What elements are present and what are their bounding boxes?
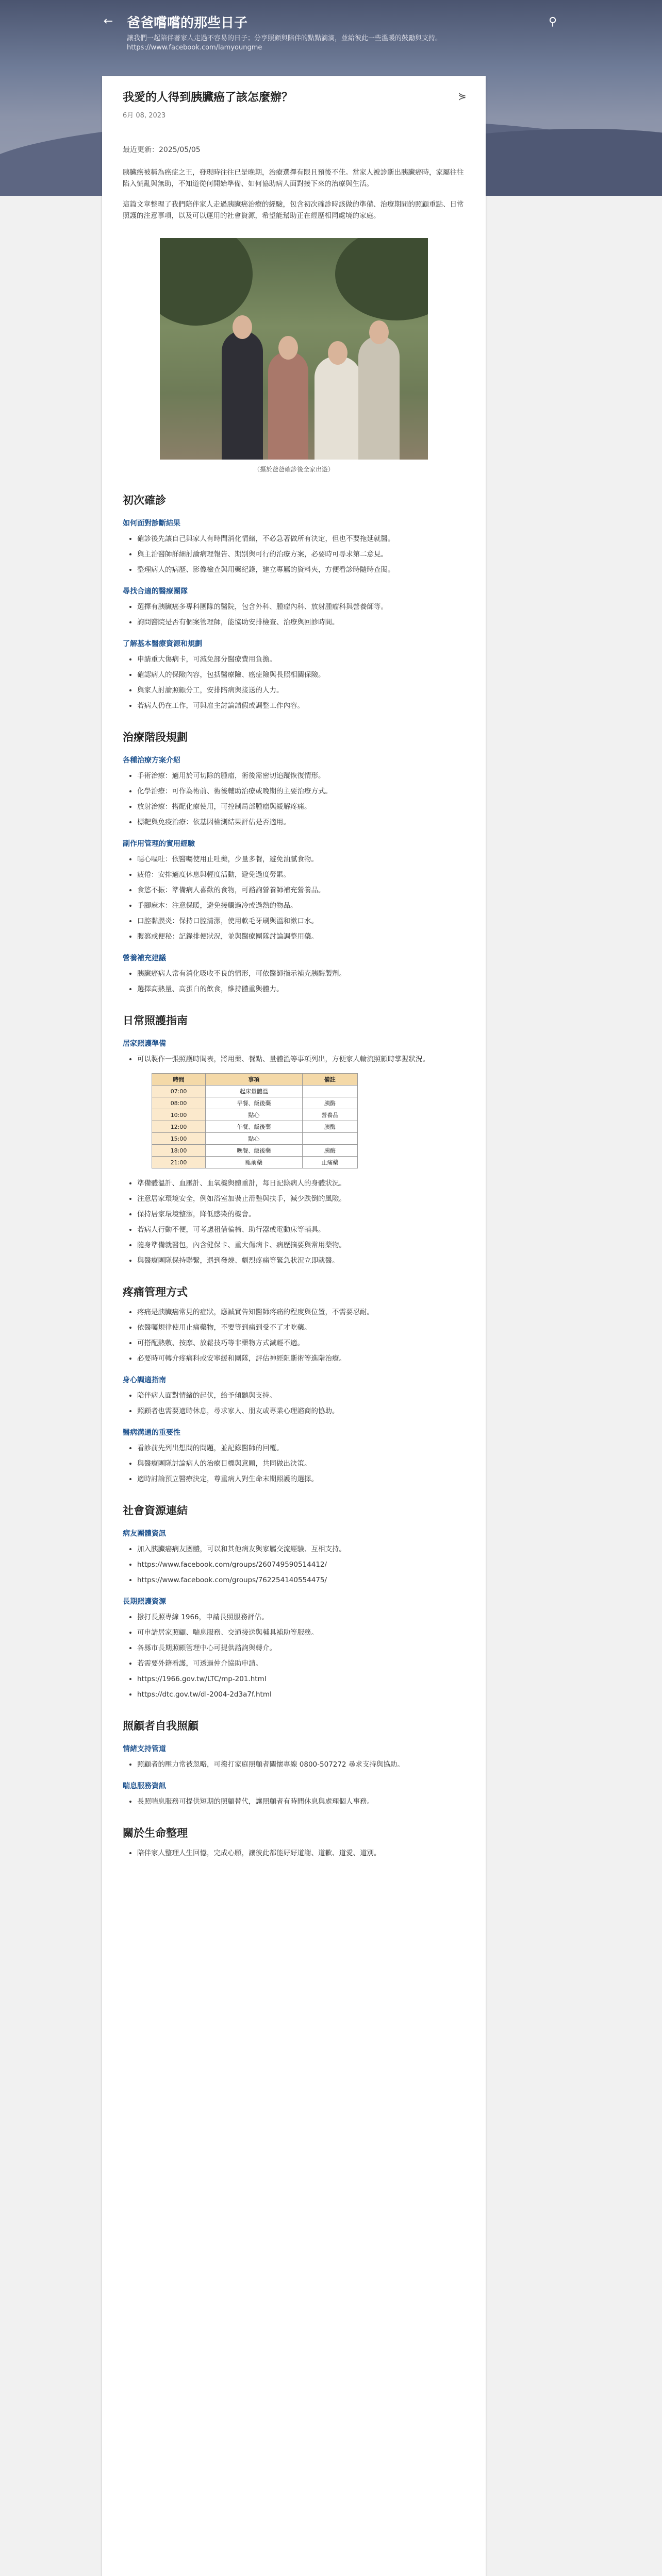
table-cell: 08:00 <box>152 1097 206 1109</box>
table-cell: 21:00 <box>152 1157 206 1168</box>
list-item: • 隨身準備就醫包，內含健保卡、重大傷病卡、病歷摘要與常用藥物。 <box>137 1240 465 1251</box>
list-item: • 照顧者的壓力常被忽略，可撥打家庭照顧者關懷專線 0800-507272 尋求支持與協助。 <box>137 1759 465 1770</box>
bullet-list <box>123 968 465 995</box>
list-item: • 依醫囑規律使用止痛藥物，不要等到痛到受不了才吃藥。 <box>137 1322 465 1333</box>
post-title: 我愛的人得到胰臟癌了該怎麼辦？ <box>123 91 293 104</box>
table-cell: 睡前藥 <box>206 1157 303 1168</box>
list-item: • 手腳麻木：注意保暖，避免接觸過冷或過熱的物品。 <box>137 900 465 911</box>
bullet-list <box>123 601 465 628</box>
bullet-list <box>123 1848 465 1859</box>
table-cell <box>302 1133 357 1145</box>
table-cell: 12:00 <box>152 1121 206 1133</box>
list-item: • 長照喘息服務可提供短期的照顧替代，讓照顧者有時間休息與處理個人事務。 <box>137 1796 465 1807</box>
list-item: • 確診後先讓自己與家人有時間消化情緒，不必急著做所有決定，但也不要拖延就醫。 <box>137 533 465 545</box>
list-item: • 與醫療團隊保持聯繫，遇到發燒、劇烈疼痛等緊急狀況立即就醫。 <box>137 1255 465 1266</box>
subsection-heading: 病友團體資訊 <box>123 1530 166 1538</box>
resource-link[interactable]: • https://www.facebook.com/groups/260749590514412/ <box>137 1559 465 1570</box>
list-item: • 疲倦：安排適度休息與輕度活動，避免過度勞累。 <box>137 869 465 880</box>
list-item: • 若病人行動不便，可考慮租借輪椅、助行器或電動床等輔具。 <box>137 1224 465 1235</box>
resource-link[interactable]: • https://www.facebook.com/groups/762254140554475/ <box>137 1574 465 1586</box>
blog-description: 讓我們一起陪伴著家人走過不容易的日子；分享照顧與陪伴的點點滴滴，並給彼此一些溫暖的鼓勵與支持。 https://www.facebook.com/lamyoungme <box>127 35 442 52</box>
subsection-heading: 營養補充建議 <box>123 954 166 962</box>
list-item: • 各縣市長期照顧管理中心可提供諮詢與轉介。 <box>137 1642 465 1654</box>
table-cell: 午餐、飯後藥 <box>206 1121 303 1133</box>
back-arrow-icon[interactable]: ← <box>103 15 113 28</box>
list-item: • 撥打長照專線 1966，申請長照服務評估。 <box>137 1612 465 1623</box>
list-item: • 必要時可轉介疼痛科或安寧緩和團隊，評估神經阻斷術等進階治療。 <box>137 1353 465 1364</box>
table-row <box>152 1133 358 1145</box>
list-item: • 申請重大傷病卡，可減免部分醫療費用負擔。 <box>137 654 465 665</box>
section-heading: 照顧者自我照顧 <box>123 1720 198 1732</box>
table-cell: 早餐、飯後藥 <box>206 1097 303 1109</box>
table-row <box>152 1109 358 1121</box>
bullet-list <box>123 1390 465 1417</box>
list-item: • 確認病人的保險內容，包括醫療險、癌症險與長照相關保險。 <box>137 669 465 681</box>
table-cell: 營養品 <box>302 1109 357 1121</box>
post-card <box>102 76 486 2576</box>
search-icon[interactable]: ⚲ <box>549 15 557 28</box>
table-cell: 18:00 <box>152 1145 206 1157</box>
subsection-heading: 情緒支持管道 <box>123 1745 166 1753</box>
table-header-cell: 事項 <box>206 1074 303 1086</box>
bullet-list <box>123 854 465 942</box>
list-item: • 準備體溫計、血壓計、血氧機與體重計，每日記錄病人的身體狀況。 <box>137 1178 465 1189</box>
bullet-list <box>123 1544 465 1586</box>
table-cell: 胰酶 <box>302 1121 357 1133</box>
bullet-list <box>123 1612 465 1700</box>
list-item: • 若病人仍在工作，可與雇主討論請假或調整工作內容。 <box>137 700 465 711</box>
subsection-heading: 了解基本醫療資源和規劃 <box>123 640 202 648</box>
bullet-list <box>123 770 465 828</box>
list-item: • 陪伴家人整理人生回憶，完成心願，讓彼此都能好好道謝、道歉、道愛、道別。 <box>137 1848 465 1859</box>
blog-title[interactable]: 爸爸嚐嚐的那些日子 <box>127 15 248 31</box>
subsection-heading: 尋找合適的醫療團隊 <box>123 587 188 596</box>
table-row <box>152 1157 358 1168</box>
list-item: • 放射治療：搭配化療使用，可控制局部腫瘤與緩解疼痛。 <box>137 801 465 812</box>
list-item: • 與家人討論照顧分工，安排陪病與接送的人力。 <box>137 685 465 696</box>
list-item: • 可搭配熱敷、按摩、放鬆技巧等非藥物方式減輕不適。 <box>137 1337 465 1349</box>
list-item: • 可申請居家照顧、喘息服務、交通接送與輔具補助等服務。 <box>137 1627 465 1638</box>
subsection-heading: 長期照護資源 <box>123 1598 166 1606</box>
resource-link[interactable]: • https://dtc.gov.tw/dl-2004-2d3a7f.html <box>137 1689 465 1700</box>
updated-date: 最近更新：2025/05/05 <box>123 146 201 154</box>
bullet-list <box>123 533 465 575</box>
list-item: • 選擇有胰臟癌多專科團隊的醫院，包含外科、腫瘤內科、放射腫瘤科與營養師等。 <box>137 601 465 613</box>
list-item: • 注意居家環境安全，例如浴室加裝止滑墊與扶手，減少跌倒的風險。 <box>137 1193 465 1205</box>
list-item: • 與主治醫師詳細討論病理報告、期別與可行的治療方案，必要時可尋求第二意見。 <box>137 549 465 560</box>
section-heading: 關於生命整理 <box>123 1827 188 1839</box>
list-item: • 可以製作一張照護時間表，將用藥、餐點、量體溫等事項列出，方便家人輪流照顧時掌握狀況。 <box>137 1054 465 1065</box>
list-item: • 疼痛是胰臟癌常見的症狀，應誠實告知醫師疼痛的程度與位置，不需要忍耐。 <box>137 1307 465 1318</box>
table-cell: 胰酶 <box>302 1097 357 1109</box>
section-heading: 疼痛管理方式 <box>123 1286 188 1298</box>
subsection-heading: 副作用管理的實用經驗 <box>123 840 195 848</box>
table-cell: 10:00 <box>152 1109 206 1121</box>
list-item: • 選擇高熱量、高蛋白的飲食，維持體重與體力。 <box>137 984 465 995</box>
resource-link[interactable]: • https://1966.gov.tw/LTC/mp-201.html <box>137 1673 465 1685</box>
top-bar <box>0 0 662 52</box>
table-cell: 止痛藥 <box>302 1157 357 1168</box>
table-cell: 胰酶 <box>302 1145 357 1157</box>
subsection-heading: 居家照護準備 <box>123 1040 166 1048</box>
list-item: • 照顧者也需要適時休息，尋求家人、朋友或專業心理諮商的協助。 <box>137 1405 465 1417</box>
photo-caption: （攝於爸爸確診後全家出遊） <box>253 466 334 473</box>
bullet-list <box>123 1443 465 1485</box>
list-item: • 標靶與免疫治療：依基因檢測結果評估是否適用。 <box>137 817 465 828</box>
list-item: • 口腔黏膜炎：保持口腔清潔，使用軟毛牙刷與溫和漱口水。 <box>137 916 465 927</box>
bullet-list <box>123 1759 465 1770</box>
subsection-heading: 醫病溝通的重要性 <box>123 1429 180 1437</box>
list-item: • 若需要外籍看護，可透過仲介協助申請。 <box>137 1658 465 1669</box>
subsection-heading: 如何面對診斷結果 <box>123 519 180 528</box>
share-icon[interactable]: ⋟ <box>458 90 467 102</box>
list-item: • 化學治療：可作為術前、術後輔助治療或晚期的主要治療方式。 <box>137 786 465 797</box>
section-heading: 社會資源連結 <box>123 1504 188 1517</box>
table-cell: 晚餐、飯後藥 <box>206 1145 303 1157</box>
list-item: • 與醫療團隊討論病人的治療目標與意願，共同做出決策。 <box>137 1458 465 1469</box>
list-item: • 看診前先列出想問的問題，並記錄醫師的回覆。 <box>137 1443 465 1454</box>
table-cell: 點心 <box>206 1109 303 1121</box>
list-item: • 手術治療：適用於可切除的腫瘤，術後需密切追蹤恢復情形。 <box>137 770 465 782</box>
list-item: • 加入胰臟癌病友團體，可以和其他病友與家屬交流經驗、互相支持。 <box>137 1544 465 1555</box>
family-photo[interactable] <box>160 238 428 460</box>
list-item: • 胰臟癌病人常有消化吸收不良的情形，可依醫師指示補充胰酶製劑。 <box>137 968 465 979</box>
list-item: • 保持居家環境整潔，降低感染的機會。 <box>137 1209 465 1220</box>
post-date[interactable]: 6月 08, 2023 <box>123 112 166 120</box>
article-sections <box>123 492 465 1859</box>
table-cell <box>302 1086 357 1097</box>
table-cell: 起床量體溫 <box>206 1086 303 1097</box>
list-item: • 適時討論預立醫療決定，尊重病人對生命末期照護的選擇。 <box>137 1473 465 1485</box>
bullet-list <box>123 1054 465 1266</box>
table-cell: 點心 <box>206 1133 303 1145</box>
table-cell: 07:00 <box>152 1086 206 1097</box>
list-item: • 腹瀉或便秘：記錄排便狀況，並與醫療團隊討論調整用藥。 <box>137 931 465 942</box>
intro-paragraph: 胰臟癌被稱為癌症之王，發現時往往已是晚期，治療選擇有限且預後不佳。當家人被診斷出胰臟癌時，家屬往往陷入慌亂與無助，不知道從何開始準備、如何協助病人面對接下來的治療與生活。 <box>123 168 464 188</box>
list-item: • 食慾不振：準備病人喜歡的食物，可諮詢營養師補充營養品。 <box>137 885 465 896</box>
bullet-list <box>123 1307 465 1364</box>
section-heading: 治療階段規劃 <box>123 731 188 743</box>
table-row <box>152 1097 358 1109</box>
table-header-cell: 備註 <box>302 1074 357 1086</box>
bullet-list <box>123 1796 465 1807</box>
table-row <box>152 1145 358 1157</box>
bullet-list <box>123 654 465 711</box>
subsection-heading: 身心調適指南 <box>123 1376 166 1384</box>
care-schedule-table <box>152 1073 358 1168</box>
table-header-cell: 時間 <box>152 1074 206 1086</box>
table-row <box>152 1086 358 1097</box>
intro-paragraph: 這篇文章整理了我們陪伴家人走過胰臟癌治療的經驗，包含初次確診時該做的準備、治療期間的照顧重點、日常照護的注意事項，以及可以運用的社會資源，希望能幫助正在經歷相同處境的家庭。 <box>123 200 464 220</box>
table-row <box>152 1121 358 1133</box>
subsection-heading: 各種治療方案介紹 <box>123 756 180 765</box>
section-heading: 初次確診 <box>123 494 166 506</box>
list-item: • 詢問醫院是否有個案管理師，能協助安排檢查、治療與回診時間。 <box>137 617 465 628</box>
list-item: • 整理病人的病歷、影像檢查與用藥紀錄，建立專屬的資料夾，方便看診時隨時查閱。 <box>137 564 465 575</box>
table-cell: 15:00 <box>152 1133 206 1145</box>
list-item: • 陪伴病人面對情緒的起伏，給予傾聽與支持。 <box>137 1390 465 1401</box>
section-heading: 日常照護指南 <box>123 1014 188 1027</box>
subsection-heading: 喘息服務資訊 <box>123 1782 166 1790</box>
list-item: • 噁心嘔吐：依醫囑使用止吐藥，少量多餐，避免油膩食物。 <box>137 854 465 865</box>
